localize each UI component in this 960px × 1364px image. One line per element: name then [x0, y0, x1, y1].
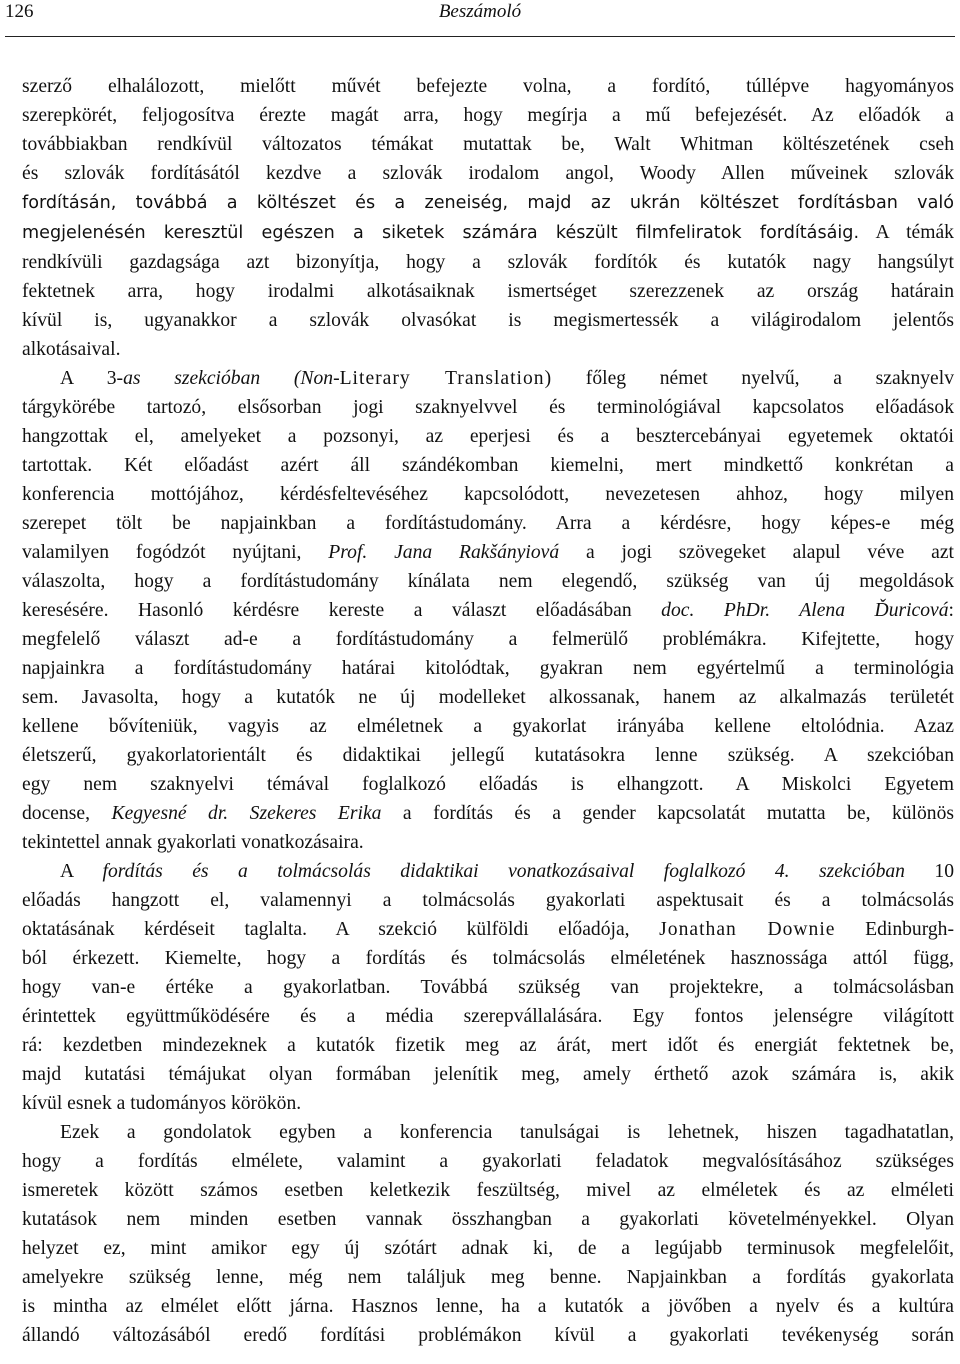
text-line — [22, 654, 954, 683]
text-line — [22, 1292, 954, 1321]
text-line — [22, 1147, 954, 1176]
text-segment: valamilyen fogódzót nyújtani, — [22, 542, 329, 563]
text-line — [22, 364, 954, 393]
text-segment: szerepkörét, feljogosítva érezte magát arra, hogy megírja a mű befejezését. Az előadók a — [22, 105, 954, 126]
text-line — [22, 1060, 954, 1089]
text-segment: konferencia mottójához, kérdésfeltevéséhez kapcsolódott, nevezetesen ahhoz, hogy milyen — [22, 484, 954, 505]
text-segment: továbbiakban rendkívül változatos témákat mutattak be, Walt Whitman költészetének cseh — [22, 134, 954, 155]
text-segment: szerző elhalálozott, mielőtt művét befejezte volna, a fordító, túllépve hagyományos — [22, 76, 954, 97]
text-segment: a jogi szövegeket alapul véve azt — [559, 542, 954, 563]
text-line — [22, 741, 954, 770]
text-segment: életszerű, gyakorlatorientált és didaktikai jellegű kutatásokra lenne szükség. A szekcióban — [22, 745, 954, 766]
text-segment: válaszolta, hogy a fordítástudomány kínálata nem elegendő, szükség van új megoldások — [22, 571, 954, 592]
text-segment: Edinburgh- — [835, 919, 954, 940]
text-line — [22, 101, 954, 130]
text-line — [22, 335, 954, 364]
text-line — [22, 306, 954, 335]
text-segment: megjelenésén keresztül egészen a siketek számára készült filmfeliratok fordításáig. — [22, 223, 860, 243]
italic-text: doc. PhDr. Alena Ďuricová — [661, 600, 949, 621]
text-line — [22, 509, 954, 538]
text-segment: ból érkezett. Kiemelte, hogy a fordítás és tolmácsolás elméletének hasznossága attól függ, — [22, 948, 954, 969]
text-segment: tekintettel annak gyakorlati vonatkozásaira. — [22, 832, 364, 853]
text-segment: oktatásának kérdéseit taglalta. A szekció külföldi előadója, — [22, 919, 660, 940]
text-line — [22, 1205, 954, 1234]
text-line — [22, 130, 954, 159]
article-body — [22, 72, 954, 1350]
text-segment: fordításán, továbbá a költészet és a zeneiség, majd az ukrán költészet fordításban való — [22, 193, 954, 213]
text-line — [22, 248, 954, 277]
text-segment: A — [60, 861, 103, 882]
text-line — [22, 683, 954, 712]
text-line — [22, 277, 954, 306]
text-segment: is mintha az elmélet előtt járna. Hasznos lenne, ha a kutatók a jövőben a nyelv és a kultúra — [22, 1296, 954, 1317]
text-segment: A témák — [859, 222, 954, 243]
text-segment: előadás hangzott el, valamennyi a tolmácsolás gyakorlati aspektusait és a tolmácsolás — [22, 890, 954, 911]
text-segment: : — [948, 600, 954, 621]
text-segment: főleg német nyelvű, a szaknyelv — [552, 368, 954, 389]
italic-text: Kegyesné dr. Szekeres Erika — [111, 803, 382, 824]
page-header — [5, 0, 955, 37]
text-line — [22, 799, 954, 828]
text-segment: kívül esnek a tudományos körökön. — [22, 1093, 302, 1114]
text-segment: docense, — [22, 803, 112, 824]
text-line — [22, 915, 954, 944]
text-segment: tartottak. Két előadást azért áll szándékomban kiemelni, mert mindkettő konkrétan a — [22, 455, 954, 476]
text-line — [22, 422, 954, 451]
text-segment: rá: kezdetben mindezeknek a kutatók fizetik meg az árát, mert időt és energiát fektetnek be, — [22, 1035, 954, 1056]
text-segment: ismeretek között számos esetben keletkezik feszültség, mivel az elméletek és az elméleti — [22, 1180, 954, 1201]
text-segment: kutatások nem minden esetben vannak összhangban a gyakorlati követelményekkel. Olyan — [22, 1209, 954, 1230]
text-line — [22, 1234, 954, 1263]
text-segment: megfelelő választ ad-e a fordítástudomány a felmerülő problémákra. Kifejtette, hogy — [22, 629, 954, 650]
text-line — [22, 1321, 954, 1350]
text-segment: Jonathan Downie — [659, 919, 836, 940]
text-segment: sem. Javasolta, hogy a kutatók ne új modelleket alkossanak, hanem az alkalmazás területét — [22, 687, 954, 708]
text-line — [22, 218, 954, 248]
text-segment: fektetnek arra, hogy irodalmi alkotásaiknak ismertséget szerezzenek az ország határain — [22, 281, 954, 302]
text-segment: rendkívüli gazdagsága azt bizonyítja, hogy a szlovák fordítók és kutatók nagy hangsúlyt — [22, 252, 954, 273]
text-line — [22, 480, 954, 509]
text-segment: állandó változásából eredő fordítási problémákon kívül a gyakorlati tevékenység során — [22, 1325, 954, 1346]
text-line — [22, 393, 954, 422]
text-segment: majd kutatási témájukat olyan formában jelenítik meg, amely érthető azok számára is, akik — [22, 1064, 954, 1085]
text-line — [22, 596, 954, 625]
text-line — [22, 857, 954, 886]
text-segment: 10 — [904, 861, 955, 882]
text-line — [22, 1089, 954, 1118]
text-segment: hogy a fordítás elmélete, valamint a gyakorlati feladatok megvalósításához szükséges — [22, 1151, 954, 1172]
text-line — [22, 944, 954, 973]
text-line — [22, 1031, 954, 1060]
text-segment: napjainkra a fordítástudomány határai kitolódtak, gyakran nem egyértelmű a terminológia — [22, 658, 954, 679]
text-segment: hogy van-e értéke a gyakorlatban. Továbbá szükség van projektekre, a tolmácsolásban — [22, 977, 954, 998]
text-segment: amelyekre szükség lenne, még nem találjuk meg benne. Napjainkban a fordítás gyakorlata — [22, 1267, 954, 1288]
text-segment: kellene bővíteniük, vagyis az elméletnek a gyakorlat irányába kellene eltolódnia. Azaz — [22, 716, 954, 737]
text-line — [22, 1263, 954, 1292]
text-segment: a fordítás és a gender kapcsolatát mutatta be, különös — [381, 803, 954, 824]
text-segment: Literary Translation) — [339, 368, 553, 389]
text-line — [22, 188, 954, 218]
text-line — [22, 973, 954, 1002]
text-line — [22, 828, 954, 857]
text-line — [22, 886, 954, 915]
running-title: Beszámoló — [438, 1, 522, 22]
text-line — [22, 770, 954, 799]
text-segment: és szlovák fordításától kezdve a szlovák irodalom angol, Woody Allen műveinek szlovák — [22, 163, 954, 184]
text-line — [22, 625, 954, 654]
text-line — [22, 1176, 954, 1205]
text-line — [22, 1118, 954, 1147]
text-segment: érintettek együttműködésére és a média szerepvállalására. Egy fontos jelenségre világított — [22, 1006, 954, 1027]
text-line — [22, 451, 954, 480]
text-segment: szerepet tölt be napjainkban a fordítástudomány. Arra a kérdésre, hogy képes-e még — [22, 513, 954, 534]
text-line — [22, 712, 954, 741]
text-segment: hangzottak el, amelyeket a pozsonyi, az eperjesi és a besztercebányai egyetemek oktatói — [22, 426, 954, 447]
text-segment: egy nem szaknyelvi témával foglalkozó előadás is elhangzott. A Miskolci Egyetem — [22, 774, 954, 795]
italic-text: Prof. Jana Rakšányiová — [328, 542, 560, 563]
italic-text: as szekcióban (Non- — [123, 368, 340, 389]
text-segment: kívül is, ugyanakkor a szlovák olvasókat is megismertessék a világirodalom jelentős — [22, 310, 954, 331]
text-segment: alkotásaival. — [22, 339, 121, 360]
text-line — [22, 159, 954, 188]
text-segment: keresésére. Hasonló kérdésre kereste a választ előadásában — [22, 600, 662, 621]
text-segment: Ezek a gondolatok egyben a konferencia tanulságai is lehetnek, hiszen tagadhatatlan, — [60, 1122, 954, 1143]
text-line — [22, 538, 954, 567]
text-line — [22, 72, 954, 101]
text-segment: helyzet ez, mint amikor egy új szótárt adnak ki, de a legújabb terminusok megfelelőit, — [22, 1238, 954, 1259]
text-line — [22, 567, 954, 596]
italic-text: fordítás és a tolmácsolás didaktikai vonatkozásaival foglalkozó 4. szekcióban — [102, 861, 905, 882]
text-line — [22, 1002, 954, 1031]
text-segment: tárgykörébe tartozó, elsősorban jogi szaknyelvvel és terminológiával kapcsolatos előadások — [22, 397, 954, 418]
text-segment: A 3- — [60, 368, 124, 389]
page-number: 126 — [5, 1, 34, 22]
